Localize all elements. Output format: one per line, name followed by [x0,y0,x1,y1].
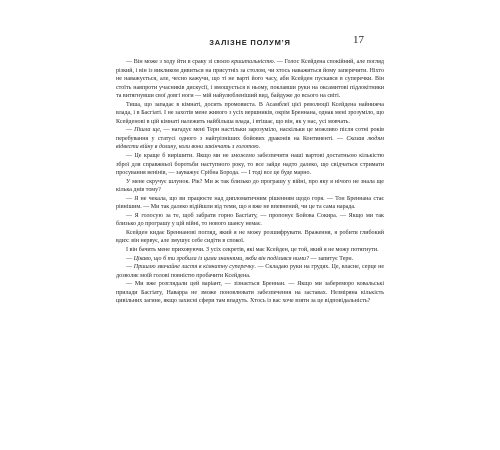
paragraph [116,229,384,246]
italic-text: зможемо [231,153,255,160]
text-run: Ксейден кидає Бреннанові погляд, який я не можу розшифрувати. Враження, я робити глибокий вдих: він нервує, але змушує себе сидіти в спокої. [116,229,384,245]
italic-text: Пришлю звичайне листя в кімнатну суперечку [133,264,255,271]
paragraph [116,195,384,212]
paragraph [116,255,384,264]
text-run: . [258,144,261,151]
text-run: , — нагадує мені Терн настільки зарозуміло, наскільки це можливо після сотні років перебування у статусі одного з найгрізніших бойових драконів на Континенті. — [116,127,384,142]
text-run: Тиша, що западає в кімнаті, досить промовиста. В Асамблеї цієї революції Ксейдена найнижча влада, і в Басгіаті. І не захотів мене живого з усіх вершників, окрім Бреннана, однак мені зрозуміло, що Ксейденові в цій кімнаті належить найбільша влада, і втішає, що він, як у нас, усі мовчать. [116,101,384,125]
text-run: — Це краще б вирішити. Якщо ми не [126,153,231,160]
italic-text: Цікаво, що б ти зробила із цими знаннями, якби він поділився ними? [133,255,309,262]
paragraph [116,212,384,229]
paragraph [116,246,384,255]
text-run: забезпечити наші вартові достатньою кількістю зброї для справжньої боротьби наступного року, то все зайде надто далеко, що свідчаться стримати просування венінів, — зауважує Срібна Борода. — І тоді все це буде марно. [116,153,384,177]
body-text [116,58,384,306]
text-run: — Я голосую за те, щоб забрати горно Басгіату, — пропонує Бойова Сокира. — Якщо ми так близько до програшу у цій війні, то нового шансу немає. [116,212,384,228]
page-number: 17 [353,34,364,46]
text-run: — [126,127,135,134]
text-run: — [126,255,134,262]
text-run: — [126,264,134,271]
paragraph [116,280,384,306]
paragraph [116,126,384,152]
paragraph [116,101,384,127]
paragraph [116,178,384,195]
paragraph [116,58,384,101]
text-run: — запитує Терн. [309,255,354,262]
text-run: — Він може з ходу йти в сраку зі своєю [126,59,232,65]
running-title: ЗАЛІЗНЕ ПОЛУМ’Я [209,38,291,47]
paragraph [116,263,384,280]
text-run: У мене скручує шлунок. Рік? Ми ж так близько до програшу у війні, про яку я нічого не знала ще кілька днів тому? [116,178,384,194]
text-run: . — Голос Ксейдена спокійний, але погляд різкий, і він із викликом дивиться на присутніх за столом, чи хтось наважиться йому заперечити. Ніхто не наважується, але, чесно кажучи, що ті не варті його часу, аби Ксейден пускався в суперечки. Він стоїть навпроти учасників дискусії, і вмощується в ньому, поклавши руки на оксамитові підлокітники та витягнувши свої довгі ноги — мій найулюбленіший вид, байдуже до всього на світі. [116,59,384,100]
text-run: — Ми вже розглядали цей варіант, — зізнається Бреннан. — Якщо ми забереморо ковальські прилади Басгіату, Наварра не зможе поновлювати забезпечення на заставах. Незміряна кількість цивільних загине, якщо захисні сфери там впадуть. Хтось із вас хоче взяти за це відповідальність? [116,281,384,305]
text-run: І він бачить мене приховуючи. З усіх секретів, які має Ксейден, це той, який я не можу потягнути. [126,247,379,254]
text-run: . — Складаю руки на грудях. Це, власне, серце не дозволяє моїй голові повністю пробачити Ксейдена. [116,264,384,279]
paragraph [116,152,384,178]
italic-text: Сказав людям відвести війну в долину, коли вони закінчать з голотою [116,135,384,151]
text-run: — Я не чекала, що ви працюєте над дипломатичним рішенням щодо горя. — Тон Бреннана стає рівнішим. — Ми так далеко відійшли від теми, що я вже не впевнений, чи це та сама нарада. [116,195,384,211]
italic-text: Пішла ще [134,127,160,134]
italic-text: криштальністю [231,59,274,65]
